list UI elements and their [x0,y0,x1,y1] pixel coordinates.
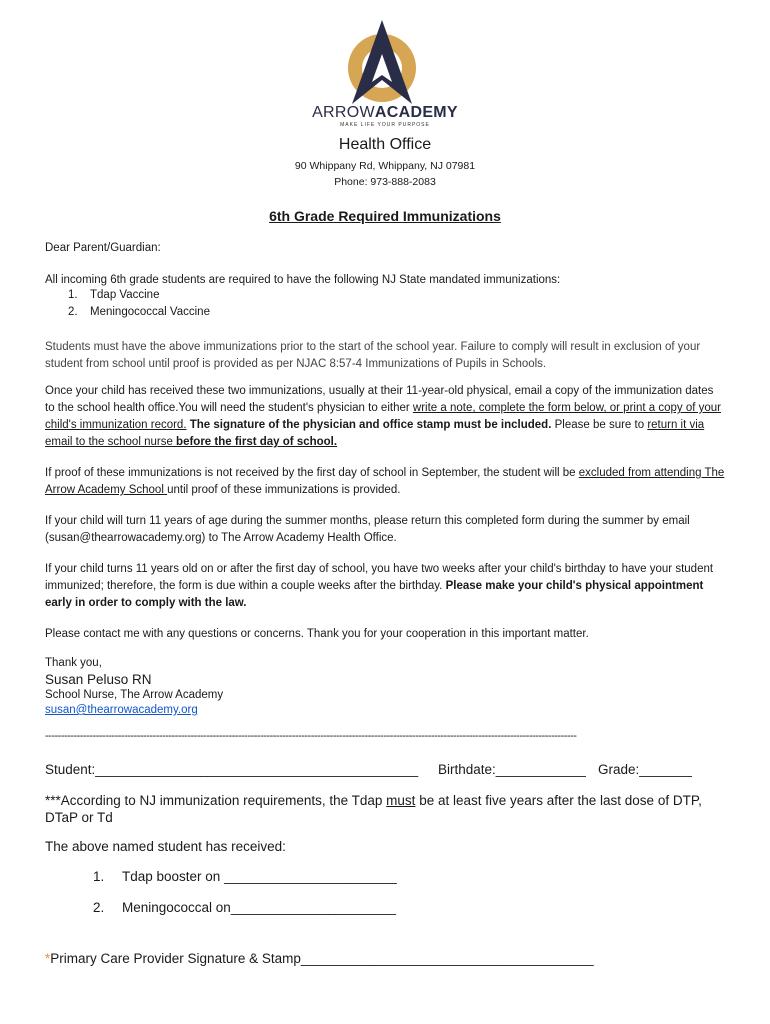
office-phone: Phone: 973-888-2083 [334,176,436,188]
student-name-field[interactable]: Student:___________________________________________ [45,762,419,777]
vaccine-list-number: 1. [68,289,78,301]
tdap-requirement-note [45,792,735,826]
form-item-number: 1. [93,869,105,884]
contact-paragraph: Please contact me with any questions or concerns. Thank you for your cooperation in this important matter. [45,628,589,640]
summer-paragraph: If your child will turn 11 years of age during the summer months, please return this completed form during the summer by email (susan@thearrowacademy.org) to The Arrow Academy Health Office. [45,515,690,544]
brand-tagline: MAKE LIFE YOUR PURPOSE [340,122,430,128]
instructions-deadline-text: before the first day of school. [176,436,338,448]
birthday-paragraph [45,561,725,612]
instructions-underlined-text: write a note, complete the form below, or print a copy of your child's immunization record. [45,402,721,431]
cut-line-divider: ------------------------------------------------------------------------------------------------------------------------------------------------------------------------ [45,730,577,742]
received-heading: The above named student has received: [45,839,286,854]
nurse-email-link[interactable]: susan@thearrowacademy.org [45,704,198,716]
birthday-bold-text: Please make your child's physical appointment early in order to comply with the law. [45,580,704,609]
brand-name [0,104,770,122]
vaccine-list-label: Tdap Vaccine [90,289,160,301]
form-item-label: Meningococcal on______________________ [122,900,396,915]
proof-text: If proof of these immunizations is not received by the first day of school in September, the student will be [45,467,579,479]
proof-paragraph [45,465,725,499]
birthdate-field[interactable]: Birthdate:____________ [438,762,586,777]
tdap-booster-field[interactable] [93,869,397,884]
arrow-academy-logo [344,18,420,106]
tdap-note-emphasis: must [386,793,416,808]
vaccine-list-item [68,306,210,318]
greeting: Dear Parent/Guardian: [45,242,161,254]
vaccine-list-number: 2. [68,306,78,318]
proof-text: until proof of these immunizations is provided. [167,484,401,496]
vaccine-list-item [68,289,159,301]
birthday-text: If your child turns 11 years old on or after the first day of school, you have two weeks after your child's birthday to have your student immunized; therefore, the form is due within a couple weeks after the birthday. [45,563,714,592]
intro-paragraph: All incoming 6th grade students are required to have the following NJ State mandated immunizations: [45,274,561,286]
instructions-text: Please be sure to [551,419,648,431]
provider-signature-field[interactable] [45,951,594,966]
form-item-label: Tdap booster on _______________________ [122,869,397,884]
closing: Thank you, [45,657,102,669]
grade-field[interactable]: Grade:_______ [598,762,692,777]
tdap-note-text: be at least five years after the last dose of DTP, DTaP or Td [45,793,702,825]
form-item-number: 2. [93,900,105,915]
brand-name-part2: ACADEMY [374,104,458,121]
brand-name-part1: ARROW [312,104,375,121]
proof-underlined-text: excluded from attending The Arrow Academy School [45,467,725,496]
instructions-underlined-text: return it via email to the school nurse [45,419,705,448]
document-title: 6th Grade Required Immunizations [269,208,501,224]
meningococcal-field[interactable] [93,900,396,915]
provider-signature-label: Primary Care Provider Signature & Stamp_______________________________________ [50,951,594,966]
instructions-paragraph [45,383,725,451]
signature-name: Susan Peluso RN [45,672,152,687]
office-address: 90 Whippany Rd, Whippany, NJ 07981 [294,160,476,172]
instructions-bold-text: The signature of the physician and office stamp must be included. [186,419,552,431]
vaccine-list-label: Meningococcal Vaccine [90,306,210,318]
instructions-text: Once your child has received these two immunizations, usually at their 11-year-old physical, email a copy of the immunization dates to the school health office.You will need the student's physician to either [45,385,714,414]
signature-role: School Nurse, The Arrow Academy [45,689,224,701]
office-name: Health Office [338,136,432,153]
tdap-note-text: ***According to NJ immunization requirements, the Tdap [45,793,387,808]
required-asterisk: * [45,951,51,966]
exclusion-paragraph: Students must have the above immunizations prior to the start of the school year. Failure to comply will result in exclusion of your student from school until proof is provided as per NJAC 8:57-4 Immunizations of Pupils in Schools. [45,341,701,370]
